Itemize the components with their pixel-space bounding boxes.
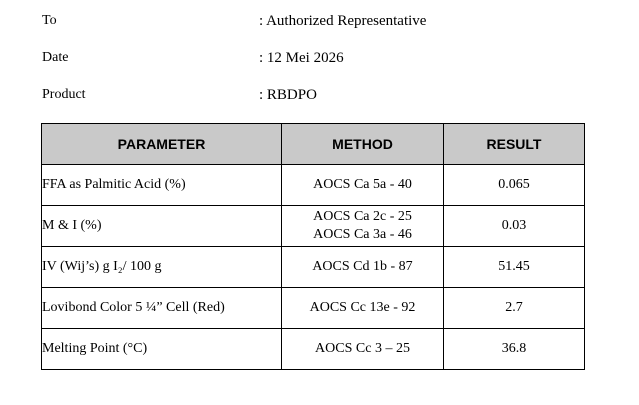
result-cell: 0.065	[444, 165, 585, 206]
product-value: : RBDPO	[259, 87, 317, 103]
method-line: AOCS Ca 5a - 40	[313, 177, 412, 192]
table-row	[42, 206, 585, 247]
to-label: To	[42, 13, 57, 28]
method-line: AOCS Cc 3 – 25	[315, 341, 410, 356]
table-row	[42, 165, 585, 206]
table-row	[42, 329, 585, 370]
parameter-cell: Melting Point (°C)	[42, 329, 282, 370]
method-cell	[282, 288, 444, 329]
method-cell	[282, 165, 444, 206]
date-value: : 12 Mei 2026	[259, 50, 344, 66]
method-cell	[282, 206, 444, 247]
result-cell: 0.03	[444, 206, 585, 247]
column-header-method: METHOD	[282, 124, 444, 165]
method-cell	[282, 247, 444, 288]
method-cell	[282, 329, 444, 370]
to-value: : Authorized Representative	[259, 13, 427, 29]
method-line: AOCS Ca 2c - 25	[313, 209, 412, 224]
table-row	[42, 247, 585, 288]
table-header-row	[42, 124, 585, 165]
column-header-parameter: PARAMETER	[42, 124, 282, 165]
table-row	[42, 288, 585, 329]
specification-table	[41, 123, 585, 370]
column-header-result: RESULT	[444, 124, 585, 165]
result-cell: 2.7	[444, 288, 585, 329]
method-line: AOCS Ca 3a - 46	[313, 227, 412, 242]
method-line: AOCS Cd 1b - 87	[312, 259, 413, 274]
method-line: AOCS Cc 13e - 92	[309, 300, 416, 315]
parameter-cell: FFA as Palmitic Acid (%)	[42, 165, 282, 206]
parameter-cell: IV (Wij’s) g I₂/ 100 g	[42, 247, 282, 288]
result-cell: 51.45	[444, 247, 585, 288]
parameter-cell: M & I (%)	[42, 206, 282, 247]
date-label: Date	[42, 50, 69, 65]
product-label: Product	[42, 87, 86, 102]
result-cell: 36.8	[444, 329, 585, 370]
parameter-cell: Lovibond Color 5 ¼” Cell (Red)	[42, 288, 282, 329]
